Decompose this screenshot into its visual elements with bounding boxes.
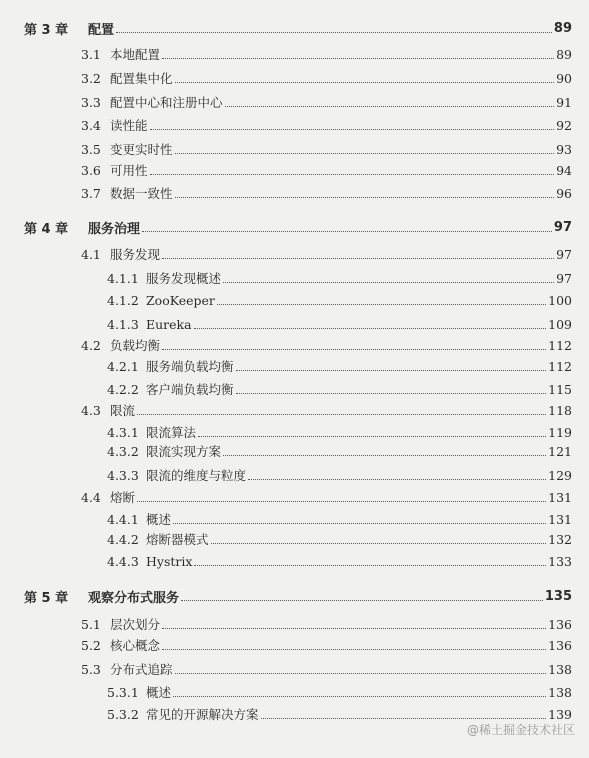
toc-entry-number: 第 3 章 bbox=[24, 22, 69, 38]
dot-leader bbox=[175, 82, 555, 83]
toc-entry-title: 读性能 bbox=[110, 118, 148, 133]
toc-entry-title: 客户端负载均衡 bbox=[146, 382, 234, 397]
dot-leader bbox=[150, 174, 555, 175]
dot-leader bbox=[173, 696, 546, 697]
toc-entry-subsection bbox=[0, 314, 589, 334]
toc-entry-title: ZooKeeper bbox=[146, 292, 215, 308]
toc-entry-number: 5.2 bbox=[81, 637, 101, 653]
toc-entry-page: 89 bbox=[556, 46, 572, 62]
watermark-text: @稀土掘金技术社区 bbox=[466, 723, 575, 737]
toc-entry-section bbox=[0, 244, 589, 264]
dot-leader bbox=[162, 58, 554, 59]
toc-entry-subsection bbox=[0, 551, 589, 571]
toc-entry-number: 4.1.2 bbox=[107, 292, 139, 308]
toc-entry-number: 第 4 章 bbox=[24, 221, 69, 237]
toc-entry-title: 核心概念 bbox=[110, 638, 161, 653]
dot-leader bbox=[175, 197, 555, 198]
dot-leader bbox=[248, 479, 546, 480]
dot-leader bbox=[116, 32, 552, 33]
toc-entry-subsection bbox=[0, 422, 589, 442]
toc-entry-page: 121 bbox=[548, 443, 572, 459]
toc-entry-number: 3.6 bbox=[81, 162, 101, 178]
dot-leader bbox=[211, 543, 547, 544]
toc-entry-title: 服务发现 bbox=[110, 247, 161, 262]
toc-entry-subsection bbox=[0, 290, 589, 310]
toc-entry-subsection bbox=[0, 529, 589, 549]
toc-entry-title: 限流的维度与粒度 bbox=[146, 468, 247, 483]
toc-entry-number: 3.7 bbox=[81, 185, 101, 201]
toc-entry-number: 3.2 bbox=[81, 70, 101, 86]
toc-entry-number: 4.4.3 bbox=[107, 553, 139, 569]
toc-entry-number: 5.1 bbox=[81, 616, 101, 632]
dot-leader bbox=[236, 393, 547, 394]
toc-entry-page: 90 bbox=[556, 70, 572, 86]
toc-entry-title: 限流算法 bbox=[146, 425, 197, 440]
toc-entry-title: 配置集中化 bbox=[110, 71, 173, 86]
toc-entry-page: 119 bbox=[548, 424, 572, 440]
dot-leader bbox=[194, 328, 547, 329]
toc-entry-title: 限流 bbox=[110, 403, 136, 418]
toc-entry-number: 4.3.1 bbox=[107, 424, 139, 440]
toc-entry-number: 5.3.1 bbox=[107, 684, 139, 700]
dot-leader bbox=[198, 436, 546, 437]
toc-entry-number: 3.5 bbox=[81, 141, 101, 157]
toc-entry-title: 服务治理 bbox=[88, 221, 141, 237]
toc-entry-page: 135 bbox=[544, 588, 572, 604]
toc-entry-chapter bbox=[0, 586, 589, 606]
toc-entry-number: 4.2.1 bbox=[107, 358, 139, 374]
toc-entry-page: 91 bbox=[556, 94, 572, 110]
toc-entry-page: 139 bbox=[548, 706, 572, 722]
toc-entry-subsection bbox=[0, 682, 589, 702]
toc-entry-section bbox=[0, 92, 589, 112]
toc-entry-title: 服务发现概述 bbox=[146, 271, 222, 286]
toc-entry-title: 限流实现方案 bbox=[146, 444, 222, 459]
toc-entry-page: 97 bbox=[556, 270, 572, 286]
toc-entry-chapter bbox=[0, 217, 589, 237]
toc-entry-page: 112 bbox=[548, 337, 572, 353]
toc-entry-title: Eureka bbox=[146, 316, 192, 332]
toc-entry-page: 132 bbox=[548, 531, 572, 547]
dot-leader bbox=[194, 565, 546, 566]
dot-leader bbox=[142, 231, 552, 232]
toc-entry-page: 136 bbox=[548, 616, 572, 632]
toc-entry-title: 熔断 bbox=[110, 490, 136, 505]
toc-entry-number: 3.4 bbox=[81, 117, 101, 133]
toc-entry-title: 服务端负载均衡 bbox=[146, 359, 234, 374]
toc-entry-number: 4.2 bbox=[81, 337, 101, 353]
toc-entry-title: 配置 bbox=[88, 22, 115, 38]
toc-entry-number: 5.3.2 bbox=[107, 706, 139, 722]
toc-entry-section bbox=[0, 139, 589, 159]
toc-entry-title: 概述 bbox=[146, 512, 172, 527]
toc-entry-number: 4.3.3 bbox=[107, 467, 139, 483]
dot-leader bbox=[217, 304, 546, 305]
toc-entry-number: 4.3.2 bbox=[107, 443, 139, 459]
toc-entry-chapter bbox=[0, 18, 589, 38]
toc-entry-title: 观察分布式服务 bbox=[88, 590, 180, 606]
toc-entry-page: 109 bbox=[548, 316, 572, 332]
toc-entry-section bbox=[0, 614, 589, 634]
toc-entry-number: 第 5 章 bbox=[24, 590, 69, 606]
toc-entry-page: 115 bbox=[548, 381, 572, 397]
toc-entry-title: 概述 bbox=[146, 685, 172, 700]
toc-entry-section bbox=[0, 487, 589, 507]
toc-entry-page: 133 bbox=[548, 553, 572, 569]
dot-leader bbox=[223, 282, 554, 283]
dot-leader bbox=[162, 649, 546, 650]
toc-entry-page: 96 bbox=[556, 185, 572, 201]
toc-entry-number: 4.4.1 bbox=[107, 511, 139, 527]
toc-entry-section bbox=[0, 635, 589, 655]
toc-entry-subsection bbox=[0, 441, 589, 461]
dot-leader bbox=[162, 349, 546, 350]
toc-entry-page: 131 bbox=[548, 511, 572, 527]
toc-entry-section bbox=[0, 659, 589, 679]
dot-leader bbox=[175, 153, 555, 154]
toc-entry-page: 94 bbox=[556, 162, 572, 178]
toc-entry-section bbox=[0, 400, 589, 420]
dot-leader bbox=[162, 258, 554, 259]
toc-entry-title: 负载均衡 bbox=[110, 338, 161, 353]
toc-entry-page: 92 bbox=[556, 117, 572, 133]
dot-leader bbox=[236, 370, 547, 371]
toc-entry-number: 4.1.3 bbox=[107, 316, 139, 332]
toc-entry-title: 可用性 bbox=[110, 163, 148, 178]
dot-leader bbox=[175, 673, 547, 674]
toc-entry-page: 138 bbox=[548, 684, 572, 700]
toc-entry-title: 本地配置 bbox=[110, 47, 161, 62]
toc-entry-page: 93 bbox=[556, 141, 572, 157]
toc-entry-section bbox=[0, 68, 589, 88]
toc-entry-title: 数据一致性 bbox=[110, 186, 173, 201]
toc-entry-number: 4.3 bbox=[81, 402, 101, 418]
toc-entry-section bbox=[0, 44, 589, 64]
toc-entry-number: 5.3 bbox=[81, 661, 101, 677]
dot-leader bbox=[137, 414, 546, 415]
toc-entry-number: 4.1.1 bbox=[107, 270, 139, 286]
toc-entry-number: 3.1 bbox=[81, 46, 101, 62]
toc-entry-page: 129 bbox=[548, 467, 572, 483]
toc-entry-page: 136 bbox=[548, 637, 572, 653]
toc-entry-number: 4.2.2 bbox=[107, 381, 139, 397]
toc-entry-number: 4.4.2 bbox=[107, 531, 139, 547]
dot-leader bbox=[150, 129, 555, 130]
toc-entry-page: 131 bbox=[548, 489, 572, 505]
dot-leader bbox=[173, 523, 546, 524]
toc-entry-title: 分布式追踪 bbox=[110, 662, 173, 677]
toc-entry-number: 3.3 bbox=[81, 94, 101, 110]
dot-leader bbox=[162, 628, 546, 629]
toc-entry-title: 常见的开源解决方案 bbox=[146, 707, 259, 722]
toc-entry-title: Hystrix bbox=[146, 553, 193, 569]
toc-entry-title: 变更实时性 bbox=[110, 142, 173, 157]
toc-entry-page: 118 bbox=[548, 402, 572, 418]
dot-leader bbox=[223, 455, 546, 456]
toc-entry-section bbox=[0, 183, 589, 203]
toc-entry-page: 100 bbox=[548, 292, 572, 308]
toc-entry-section bbox=[0, 160, 589, 180]
toc-entry-page: 112 bbox=[548, 358, 572, 374]
toc-entry-subsection bbox=[0, 465, 589, 485]
toc-entry-subsection bbox=[0, 509, 589, 529]
toc-entry-section bbox=[0, 335, 589, 355]
toc-entry-page: 138 bbox=[548, 661, 572, 677]
toc-entry-subsection bbox=[0, 268, 589, 288]
toc-entry-page: 97 bbox=[556, 246, 572, 262]
toc-entry-page: 97 bbox=[553, 219, 572, 235]
toc-entry-section bbox=[0, 115, 589, 135]
toc-entry-subsection bbox=[0, 356, 589, 376]
toc-entry-number: 4.4 bbox=[81, 489, 101, 505]
dot-leader bbox=[225, 106, 555, 107]
toc-entry-title: 熔断器模式 bbox=[146, 532, 209, 547]
toc-entry-subsection bbox=[0, 379, 589, 399]
toc-entry-title: 层次划分 bbox=[110, 617, 161, 632]
dot-leader bbox=[261, 718, 547, 719]
dot-leader bbox=[137, 501, 546, 502]
toc-entry-page: 89 bbox=[553, 20, 572, 36]
dot-leader bbox=[181, 600, 543, 601]
toc-entry-number: 4.1 bbox=[81, 246, 101, 262]
toc-entry-title: 配置中心和注册中心 bbox=[110, 95, 223, 110]
